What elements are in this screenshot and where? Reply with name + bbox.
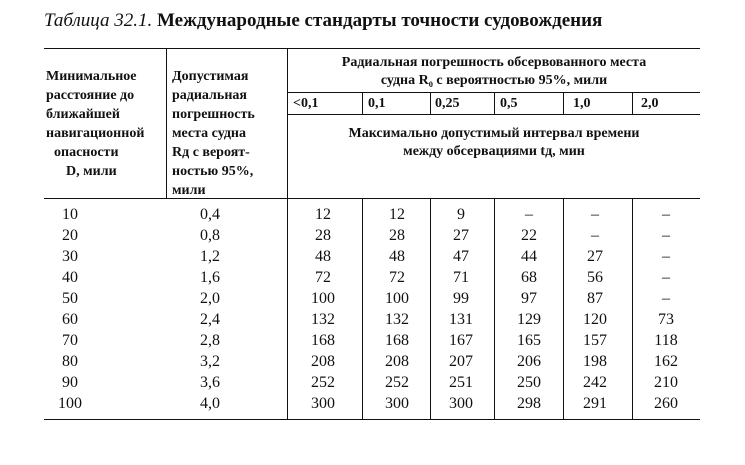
cell-interval: 131 <box>449 311 473 328</box>
header-permissible-line: Допустимая <box>172 69 249 84</box>
rule-val-sep-2 <box>430 92 431 114</box>
cell-interval: 99 <box>453 290 469 307</box>
cell-interval: 28 <box>389 227 405 244</box>
table-row <box>0 331 745 350</box>
cell-distance: 50 <box>62 290 78 307</box>
cell-interval: 129 <box>517 311 541 328</box>
cell-interval: 208 <box>311 353 335 370</box>
cell-interval: – <box>662 227 670 244</box>
cell-interval: 298 <box>517 395 541 412</box>
rule-bottom <box>44 419 700 420</box>
cell-permissible: 3,2 <box>200 353 220 370</box>
cell-permissible: 2,4 <box>200 311 220 328</box>
cell-interval: 251 <box>449 374 473 391</box>
header-distance <box>46 67 144 181</box>
rule-val-sep-3 <box>494 92 495 114</box>
cell-permissible: 0,8 <box>200 227 220 244</box>
cell-interval: 162 <box>654 353 678 370</box>
header-distance-line: расстояние до <box>46 88 135 103</box>
rule-val-sep-1 <box>362 92 363 114</box>
cell-interval: 206 <box>517 353 541 370</box>
table-row <box>0 226 745 245</box>
header-interval-line: между обсервациями tд, мин <box>403 144 585 159</box>
cell-interval: 68 <box>521 269 537 286</box>
cell-interval: 47 <box>453 248 469 265</box>
radial-value: 0,1 <box>368 96 386 111</box>
cell-distance: 70 <box>62 332 78 349</box>
cell-interval: 300 <box>385 395 409 412</box>
cell-distance: 100 <box>58 395 82 412</box>
table-row <box>0 352 745 371</box>
cell-interval: 28 <box>315 227 331 244</box>
cell-interval: 73 <box>658 311 674 328</box>
header-permissible-line: мили <box>172 183 206 198</box>
cell-interval: – <box>591 206 599 223</box>
header-interval-line: Максимально допустимый интервал времени <box>348 126 640 141</box>
cell-interval: 167 <box>449 332 473 349</box>
radial-value: 0,25 <box>435 96 460 111</box>
cell-interval: 168 <box>311 332 335 349</box>
cell-interval: 207 <box>449 353 473 370</box>
header-permissible-line: места судна <box>172 126 246 141</box>
cell-distance: 20 <box>62 227 78 244</box>
header-radial-line: судна R₀ с вероятностью 95%, мили <box>380 73 608 88</box>
cell-interval: 165 <box>517 332 541 349</box>
cell-interval: 22 <box>521 227 537 244</box>
table-row <box>0 373 745 392</box>
cell-permissible: 4,0 <box>200 395 220 412</box>
table-row <box>0 205 745 224</box>
cell-interval: 72 <box>389 269 405 286</box>
cell-interval: 208 <box>385 353 409 370</box>
cell-interval: 71 <box>453 269 469 286</box>
table-row <box>0 310 745 329</box>
rule-top <box>44 48 700 49</box>
cell-permissible: 1,2 <box>200 248 220 265</box>
rule-val-sep-5 <box>632 92 633 114</box>
header-distance-line: D, мили <box>66 164 117 179</box>
header-permissible <box>172 67 255 200</box>
table-title <box>44 10 602 32</box>
cell-interval: 27 <box>453 227 469 244</box>
header-permissible-line: Rд с вероят- <box>172 145 250 160</box>
cell-interval: 260 <box>654 395 678 412</box>
cell-interval: 198 <box>583 353 607 370</box>
cell-permissible: 3,6 <box>200 374 220 391</box>
header-distance-line: опасности <box>54 145 119 160</box>
cell-interval: 300 <box>449 395 473 412</box>
table-row <box>0 394 745 413</box>
radial-value: 2,0 <box>641 96 659 111</box>
cell-permissible: 0,4 <box>200 206 220 223</box>
cell-distance: 40 <box>62 269 78 286</box>
cell-distance: 60 <box>62 311 78 328</box>
cell-interval: 291 <box>583 395 607 412</box>
cell-interval: – <box>591 227 599 244</box>
cell-interval: – <box>525 206 533 223</box>
rule-val-sep-4 <box>563 92 564 114</box>
cell-interval: – <box>662 248 670 265</box>
cell-interval: 120 <box>583 311 607 328</box>
rule-col1-sep <box>166 48 167 198</box>
header-distance-line: Минимальное <box>46 69 137 84</box>
cell-interval: 44 <box>521 248 537 265</box>
cell-interval: – <box>662 206 670 223</box>
cell-distance: 30 <box>62 248 78 265</box>
cell-permissible: 2,8 <box>200 332 220 349</box>
cell-permissible: 2,0 <box>200 290 220 307</box>
rule-radial-values-bottom <box>287 114 700 115</box>
cell-interval: 168 <box>385 332 409 349</box>
radial-value: 0,5 <box>500 96 518 111</box>
cell-distance: 10 <box>62 206 78 223</box>
cell-interval: 12 <box>315 206 331 223</box>
header-permissible-line: ностью 95%, <box>172 164 254 179</box>
header-distance-line: ближайшей <box>46 107 120 122</box>
table-row <box>0 289 745 308</box>
cell-interval: 132 <box>385 311 409 328</box>
radial-value: 1,0 <box>573 96 591 111</box>
cell-interval: 132 <box>311 311 335 328</box>
cell-permissible: 1,6 <box>200 269 220 286</box>
cell-interval: 157 <box>583 332 607 349</box>
cell-interval: 100 <box>311 290 335 307</box>
cell-interval: 48 <box>389 248 405 265</box>
header-radial-line: Радиальная погрешность обсервованного места <box>341 55 647 70</box>
cell-interval: – <box>662 290 670 307</box>
rule-header-bottom <box>44 198 700 199</box>
header-distance-line: навигационной <box>46 126 145 141</box>
table-caption: Международные стандарты точности судовождения <box>156 10 603 31</box>
cell-distance: 80 <box>62 353 78 370</box>
cell-distance: 90 <box>62 374 78 391</box>
cell-interval: 242 <box>583 374 607 391</box>
header-permissible-line: радиальная <box>172 88 247 103</box>
cell-interval: 48 <box>315 248 331 265</box>
table-label: Таблица 32.1. <box>44 10 153 31</box>
cell-interval: 9 <box>457 206 465 223</box>
header-interval <box>288 125 700 161</box>
cell-interval: 12 <box>389 206 405 223</box>
table-row <box>0 247 745 266</box>
cell-interval: 252 <box>385 374 409 391</box>
table-row <box>0 268 745 287</box>
cell-interval: 72 <box>315 269 331 286</box>
cell-interval: 56 <box>587 269 603 286</box>
cell-interval: 100 <box>385 290 409 307</box>
cell-interval: 252 <box>311 374 335 391</box>
cell-interval: 300 <box>311 395 335 412</box>
cell-interval: 250 <box>517 374 541 391</box>
cell-interval: – <box>662 269 670 286</box>
cell-interval: 27 <box>587 248 603 265</box>
cell-interval: 97 <box>521 290 537 307</box>
cell-interval: 87 <box>587 290 603 307</box>
cell-interval: 118 <box>654 332 678 349</box>
header-radial-error <box>288 54 700 90</box>
cell-interval: 210 <box>654 374 678 391</box>
header-permissible-line: погрешность <box>172 107 255 122</box>
radial-value: <0,1 <box>293 96 319 111</box>
